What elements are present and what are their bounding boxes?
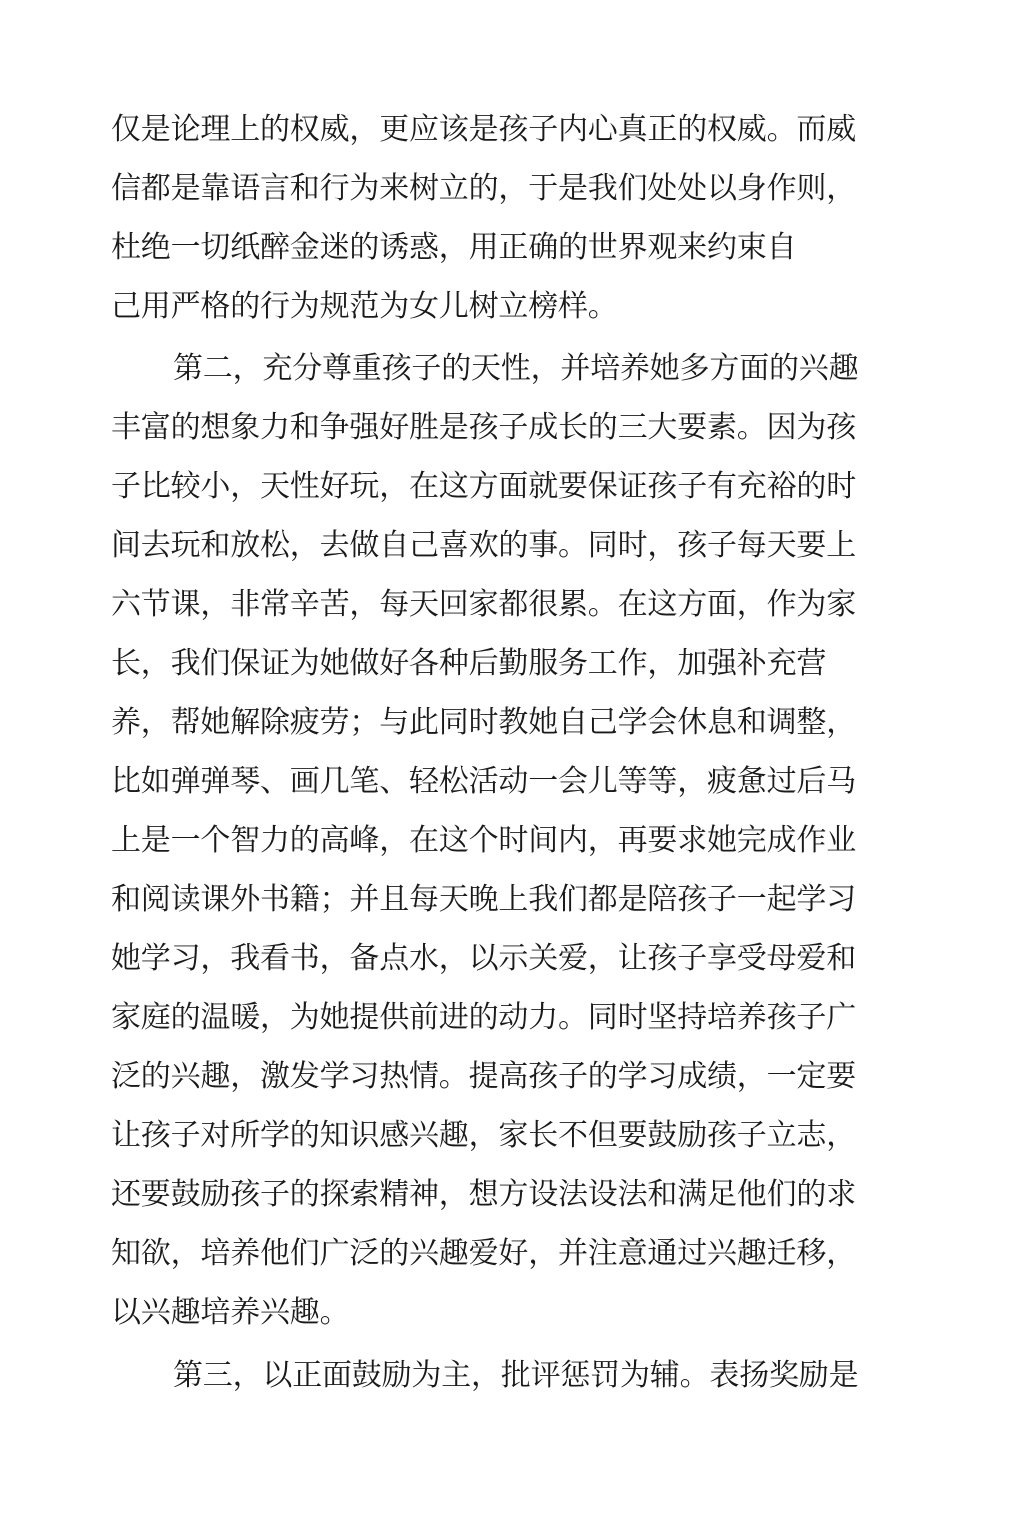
text-line: 上是一个智力的高峰，在这个时间内，再要求她完成作业 [111,823,856,858]
text-line: 以兴趣培养兴趣。 [111,1295,350,1330]
text-line: 和阅读课外书籍；并且每天晚上我们都是陪孩子一起学习 [111,882,856,917]
text-line: 让孩子对所学的知识感兴趣，家长不但要鼓励孩子立志， [111,1118,856,1153]
text-line: 仅是论理上的权威，更应该是孩子内心真正的权威。而威 [111,112,856,147]
text-line: 信都是靠语言和行为来树立的，于是我们处处以身作则， [111,171,856,206]
text-line: 长，我们保证为她做好各种后勤服务工作，加强补充营 [111,646,827,681]
text-line: 子比较小，天性好玩，在这方面就要保证孩子有充裕的时 [111,469,856,504]
text-line: 她学习，我看书，备点水，以示关爱，让孩子享受母爱和 [111,941,856,976]
text-line: 比如弹弹琴、画几笔、轻松活动一会儿等等，疲惫过后马 [111,764,856,799]
paragraph-start-line: 第三，以正面鼓励为主，批评惩罚为辅。表扬奖励是 [173,1358,859,1393]
text-line: 六节课，非常辛苦，每天回家都很累。在这方面，作为家 [111,587,856,622]
text-line: 养，帮她解除疲劳；与此同时教她自己学会休息和调整， [111,705,856,740]
text-line: 家庭的温暖，为她提供前进的动力。同时坚持培养孩子广 [111,1000,856,1035]
text-line: 己用严格的行为规范为女儿树立榜样。 [111,289,618,324]
text-line: 还要鼓励孩子的探索精神，想方设法设法和满足他们的求 [111,1177,856,1212]
text-line: 间去玩和放松，去做自己喜欢的事。同时，孩子每天要上 [111,528,856,563]
text-line: 知欲，培养他们广泛的兴趣爱好，并注意通过兴趣迁移， [111,1236,856,1271]
text-line: 泛的兴趣，激发学习热情。提高孩子的学习成绩，一定要 [111,1059,856,1094]
text-line: 杜绝一切纸醉金迷的诱惑，用正确的世界观来约束自 [111,230,797,265]
text-line: 丰富的想象力和争强好胜是孩子成长的三大要素。因为孩 [111,410,856,445]
paragraph-start-line: 第二，充分尊重孩子的天性，并培养她多方面的兴趣 [173,351,859,386]
